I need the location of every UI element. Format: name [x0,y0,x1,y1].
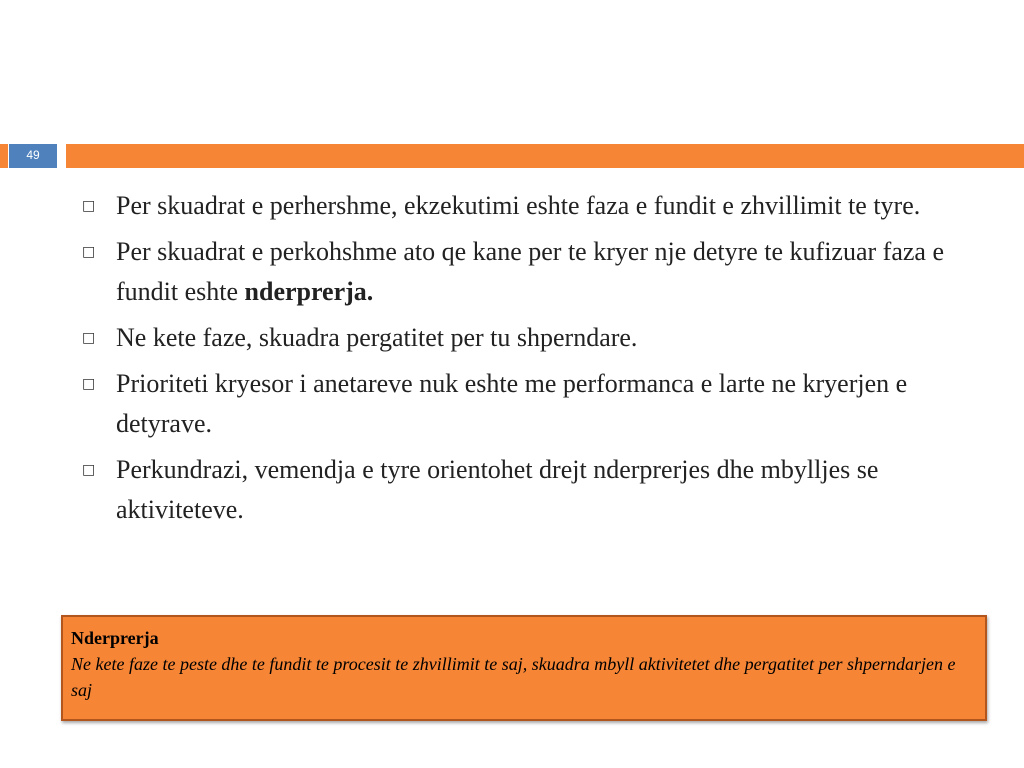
bullet-item [76,364,976,444]
square-bullet-icon: □ [82,376,96,392]
square-bullet-icon: □ [82,462,96,478]
bullet-text: Per skuadrat e perhershme, ekzekutimi eshte faza e fundit e zhvillimit te tyre. [116,191,921,220]
square-bullet-icon: □ [82,244,96,260]
bullet-item [76,232,976,312]
definition-callout-box [61,615,987,721]
square-bullet-icon: □ [82,330,96,346]
header-band-left [0,144,8,168]
bullet-list [76,186,976,536]
callout-body: Ne kete faze te peste dhe te fundit te procesit te zhvillimit te saj, skuadra mbyll aktivitetet dhe pergatitet per shperndarjen e saj [71,654,956,700]
slide-number: 49 [26,148,40,162]
bullet-item [76,318,976,358]
bullet-text: Perkundrazi, vemendja e tyre orientohet drejt nderprerjes dhe mbylljes se aktiviteteve. [116,455,879,524]
header-band-right [66,144,1024,168]
bullet-bold-term: nderprerja. [244,277,374,306]
square-bullet-icon: □ [82,198,96,214]
bullet-item [76,186,976,226]
bullet-text: Ne kete faze, skuadra pergatitet per tu shperndare. [116,323,638,352]
slide-number-badge [9,144,57,168]
bullet-text: Per skuadrat e perkohshme ato qe kane per te kryer nje detyre te kufizuar faza e fundit eshte [116,237,944,306]
bullet-text: Prioriteti kryesor i anetareve nuk eshte me performanca e larte ne kryerjen e detyrave. [116,369,908,438]
bullet-item [76,450,976,530]
callout-title: Nderprerja [71,628,159,648]
